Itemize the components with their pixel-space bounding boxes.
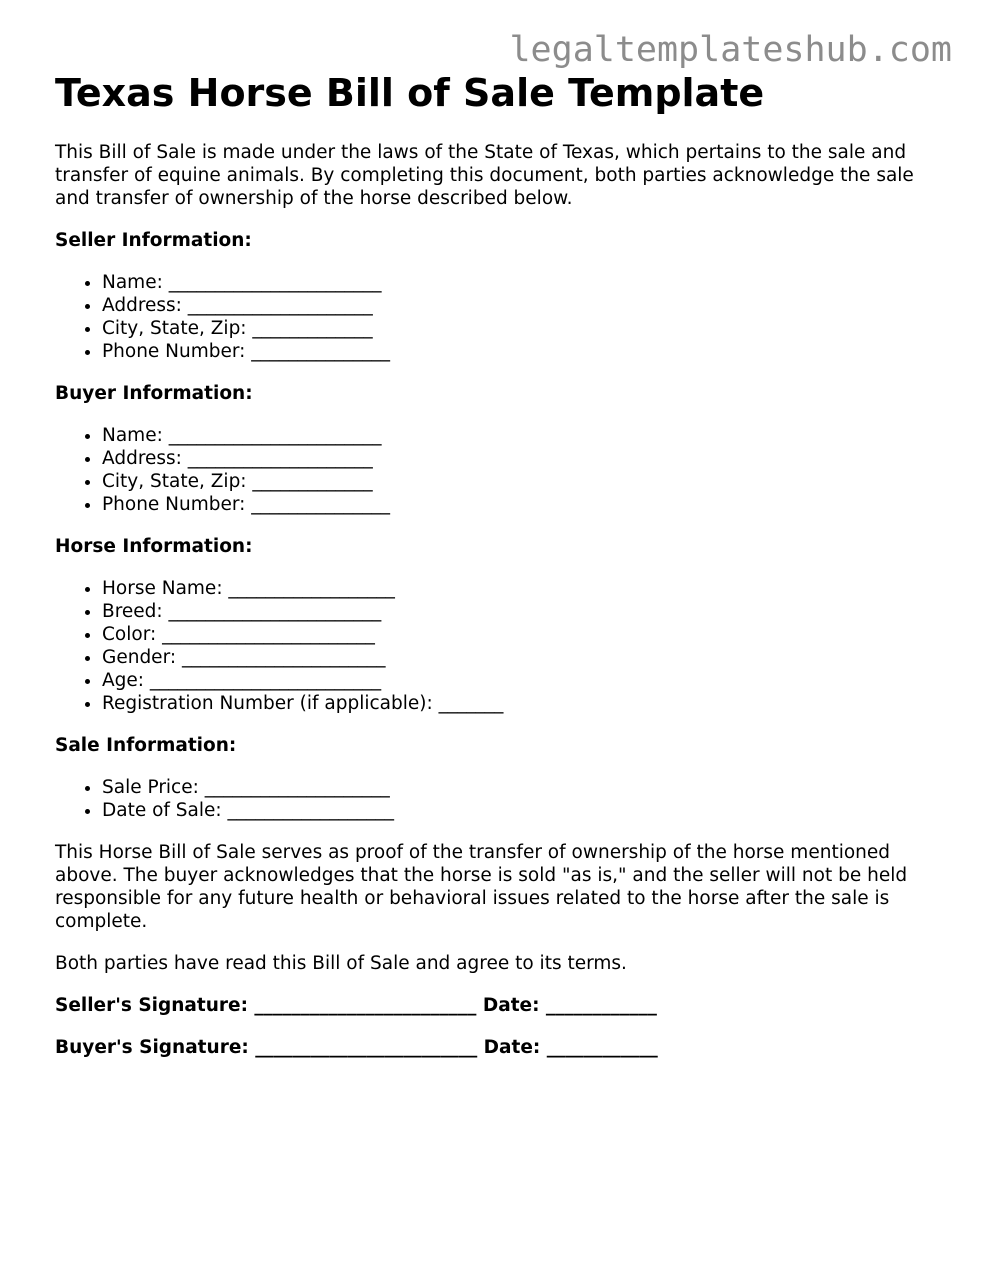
sale-date-field: • Date of Sale: __________________ bbox=[102, 799, 935, 822]
horse-gender-field: • Gender: ______________________ bbox=[102, 646, 935, 669]
buyer-city-state-zip-field: • City, State, Zip: _____________ bbox=[102, 470, 935, 493]
closing-paragraph: This Horse Bill of Sale serves as proof of the transfer of ownership of the horse mentioned above. The buyer acknowledges that the horse is sold "as is," and the seller will not be held responsible for any future health or behavioral issues related to the horse after the sale is complete. bbox=[55, 842, 908, 932]
buyer-list bbox=[55, 424, 935, 516]
document-page bbox=[55, 68, 935, 1059]
seller-list bbox=[55, 271, 935, 363]
sale-price-field: • Sale Price: ____________________ bbox=[102, 776, 935, 799]
intro-paragraph: This Bill of Sale is made under the laws of the State of Texas, which pertains to the sale and transfer of equine animals. By completing this document, both parties acknowledge the sale and transfer of ownership of the horse described below. bbox=[55, 142, 914, 209]
buyer-address-field: • Address: ____________________ bbox=[102, 447, 935, 470]
horse-breed-field: • Breed: _______________________ bbox=[102, 600, 935, 623]
horse-heading: Horse Information: bbox=[55, 536, 253, 557]
buyer-heading: Buyer Information: bbox=[55, 383, 253, 404]
horse-list bbox=[55, 577, 935, 715]
seller-address-field: • Address: ____________________ bbox=[102, 294, 935, 317]
watermark: legaltemplateshub.com bbox=[509, 30, 952, 70]
seller-heading: Seller Information: bbox=[55, 230, 252, 251]
horse-registration-field: • Registration Number (if applicable): _______ bbox=[102, 692, 935, 715]
sale-heading: Sale Information: bbox=[55, 735, 237, 756]
seller-phone-field: • Phone Number: _______________ bbox=[102, 340, 935, 363]
document-title: Texas Horse Bill of Sale Template bbox=[55, 71, 765, 115]
horse-name-field: • Horse Name: __________________ bbox=[102, 577, 935, 600]
buyer-name-field: • Name: _______________________ bbox=[102, 424, 935, 447]
seller-name-field: • Name: _______________________ bbox=[102, 271, 935, 294]
seller-signature-line: Seller's Signature: ________________________ Date: ____________ bbox=[55, 995, 657, 1016]
buyer-signature-line: Buyer's Signature: ________________________ Date: ____________ bbox=[55, 1037, 658, 1058]
agreement-statement: Both parties have read this Bill of Sale and agree to its terms. bbox=[55, 953, 627, 974]
horse-color-field: • Color: _______________________ bbox=[102, 623, 935, 646]
horse-age-field: • Age: _________________________ bbox=[102, 669, 935, 692]
buyer-phone-field: • Phone Number: _______________ bbox=[102, 493, 935, 516]
seller-city-state-zip-field: • City, State, Zip: _____________ bbox=[102, 317, 935, 340]
sale-list bbox=[55, 776, 935, 822]
